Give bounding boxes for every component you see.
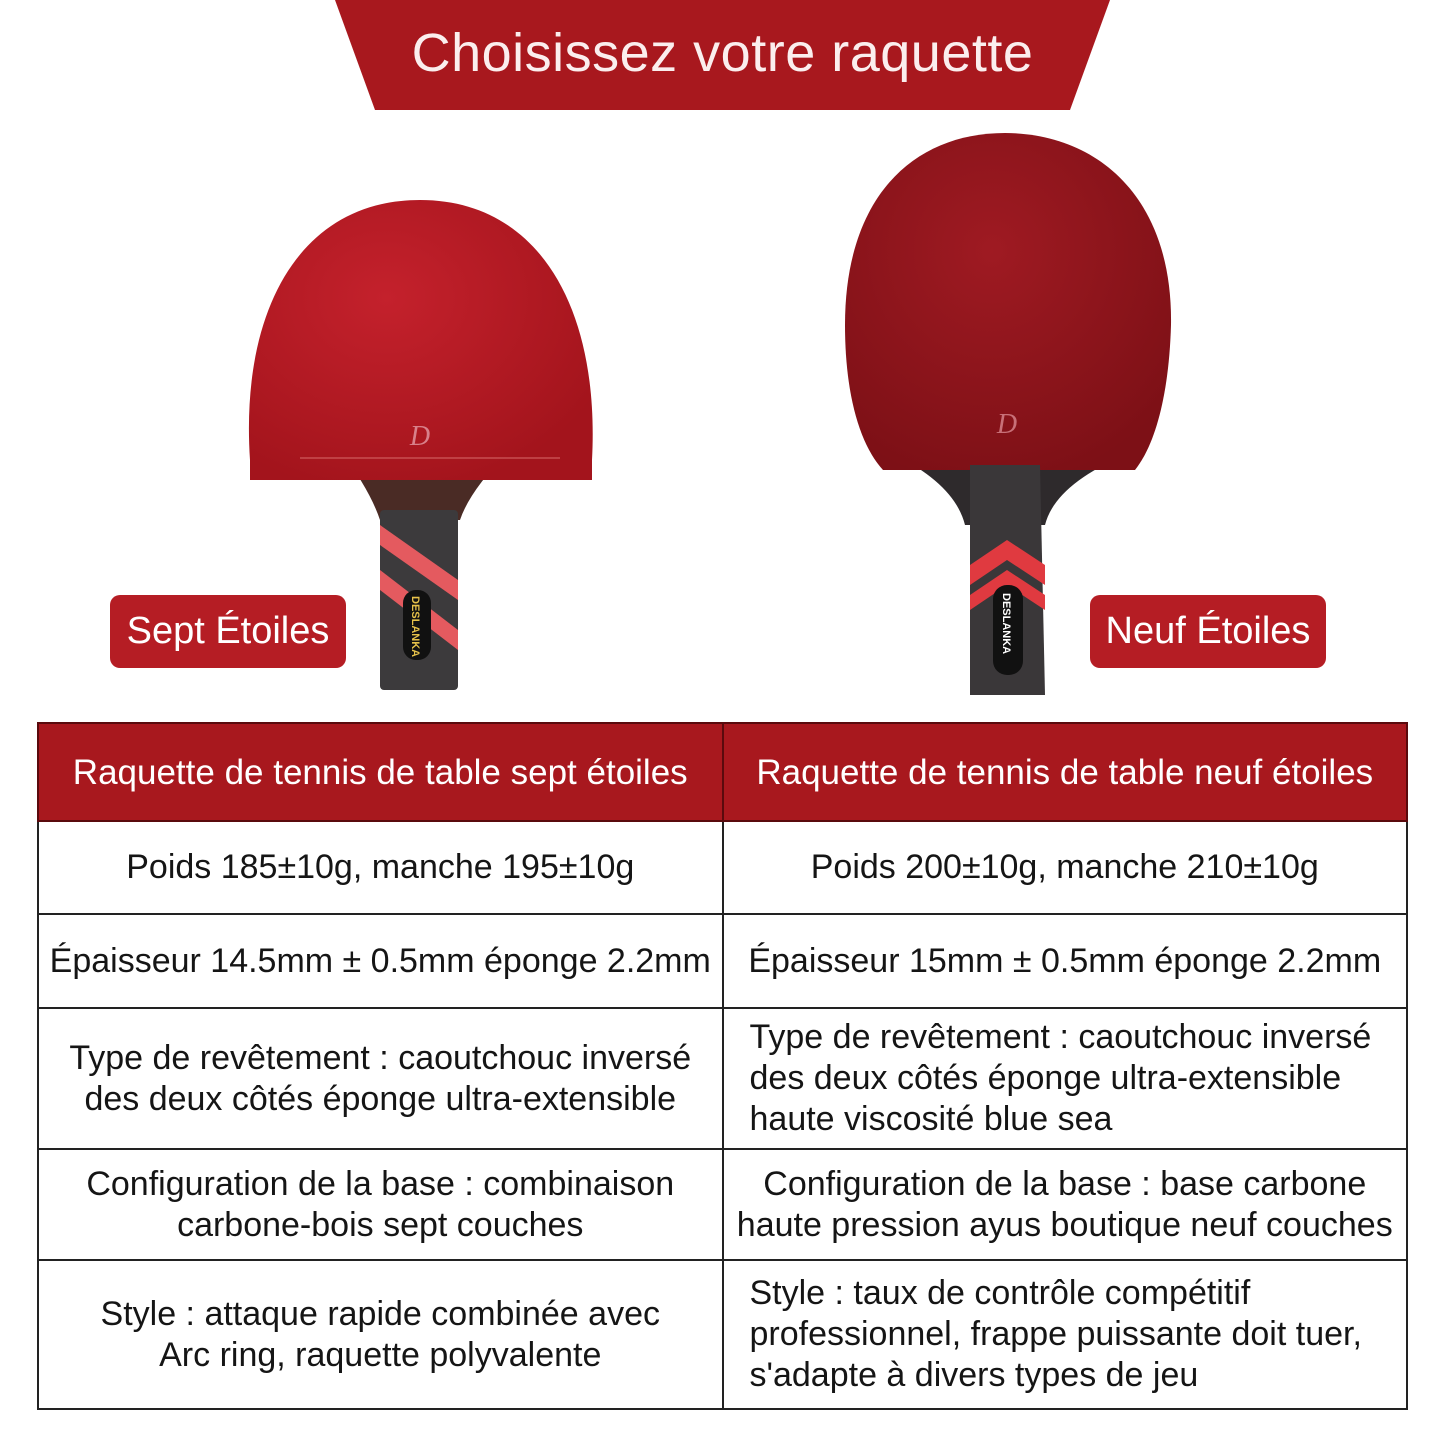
table-row [38, 1260, 1407, 1409]
cell: Style : attaque rapide combinée avec Arc ring, raquette polyvalente [38, 1260, 723, 1409]
cell: Type de revêtement : caoutchouc inversé des deux côtés éponge ultra-extensible [38, 1008, 723, 1149]
cell: Épaisseur 15mm ± 0.5mm éponge 2.2mm [723, 914, 1408, 1008]
cell: Poids 200±10g, manche 210±10g [723, 821, 1408, 914]
table-header-row [38, 723, 1407, 821]
table-row [38, 1008, 1407, 1149]
paddle-label-seven-stars: Sept Étoiles [110, 595, 346, 668]
cell: Type de revêtement : caoutchouc inversé des deux côtés éponge ultra-extensible haute viscosité blue sea [723, 1008, 1408, 1149]
brand-text: DESLANKA [409, 596, 421, 658]
svg-text:D: D [409, 421, 431, 452]
page-title: Choisissez votre raquette [411, 23, 1034, 83]
table-row [38, 1149, 1407, 1260]
comparison-table [37, 722, 1408, 1410]
cell: Style : taux de contrôle compétitif professionnel, frappe puissante doit tuer, s'adapte à divers types de jeu [723, 1260, 1408, 1409]
cell: Configuration de la base : base carbone haute pression ayus boutique neuf couches [723, 1149, 1408, 1260]
cell: Poids 185±10g, manche 195±10g [38, 821, 723, 914]
table-row [38, 914, 1407, 1008]
table-row [38, 821, 1407, 914]
brand-text: DESLANKA [1000, 593, 1012, 655]
header-seven-stars: Raquette de tennis de table sept étoiles [38, 723, 723, 821]
paddle-label-nine-stars: Neuf Étoiles [1090, 595, 1326, 668]
cell: Épaisseur 14.5mm ± 0.5mm éponge 2.2mm [38, 914, 723, 1008]
cell: Configuration de la base : combinaison carbone-bois sept couches [38, 1149, 723, 1260]
header-nine-stars: Raquette de tennis de table neuf étoiles [723, 723, 1408, 821]
svg-text:D: D [996, 409, 1018, 440]
